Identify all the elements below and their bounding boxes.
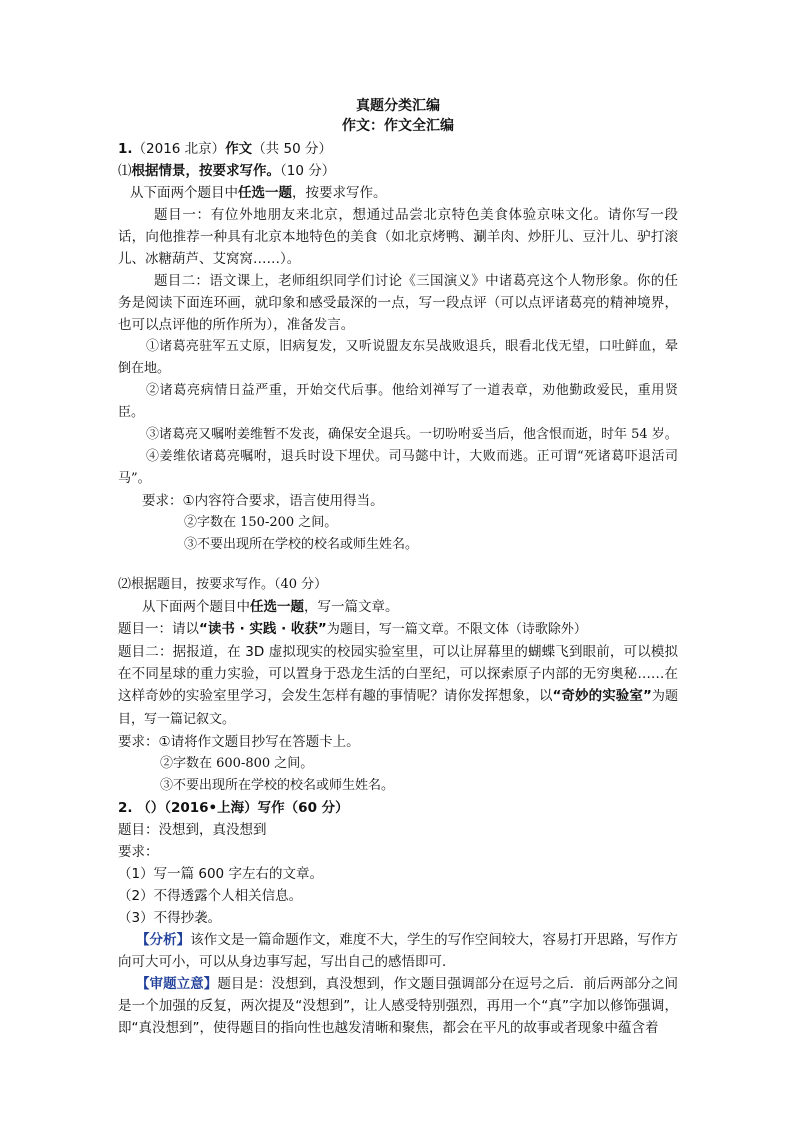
part2-topic2-c: 为题目，写一篇记叙文。 (118, 689, 679, 727)
part2-topic2-title: “奇妙的实验室” (552, 688, 652, 704)
part1-topic1: 题目一：有位外地朋友来北京，想通过品尝北京特色美食体验京味文化。请你写一段话，向他推荐一种具有北京本地特色的美食（如北京烤鸭、涮羊肉、炒肝儿、豆汁儿、驴打滚儿、冰糖葫芦、艾窝窝……）。 (118, 207, 678, 267)
q2-shenti (118, 973, 678, 1039)
requirement-label: 要求： (142, 493, 183, 509)
part1-score: （10 分） (280, 163, 336, 179)
part2-topic1-c: 为题目，写一篇文章。不限文体（诗歌除外） (326, 622, 587, 637)
comic-panel-4: ④姜维依诸葛亮嘱咐，退兵时设下埋伏。司马懿中计，大败而逃。正可谓“死诸葛吓退活司马”。 (118, 449, 678, 486)
shenti-tag: 【审题立意】 (136, 976, 218, 992)
part1-requirement-1 (118, 490, 678, 512)
shenti-text: 题目是：没想到，真没想到，作文题目强调部分在逗号之后．前后两部分之间是一个加强的反复，两次提及“没想到”，让人感受特别强烈，再用一个“真”字加以修饰强调，即“真没想到”，使得题目的指向性也越发清晰和聚焦，都会在平凡的故事或者现象中蕴含着 (118, 976, 679, 1036)
q2-requirement-2: （2）不得透露个人相关信息。 (118, 888, 303, 904)
part2-topic2 (118, 641, 678, 731)
comic-panel-2: ②诸葛亮病情日益严重，开始交代后事。他给刘禅写了一道表章，劝他勤政爱民，重用贤臣。 (118, 383, 678, 420)
part1-intro-c: ，按要求写作。 (292, 185, 387, 201)
document-body (118, 96, 678, 1039)
analysis-text: 该作文是一篇命题作文，难度不大，学生的写作空间较大，容易打开思路，写作方向可大可小，可以从身边事写起，写出自己的感悟即可． (118, 932, 679, 970)
part1-intro-bold: 任选一题 (238, 185, 292, 201)
doc-title: 真题分类汇编 (356, 98, 440, 114)
part2-topic1 (118, 618, 678, 641)
part1-intro-a: 从下面两个题目中 (130, 185, 238, 201)
comic-panel-1: ①诸葛亮驻军五丈原，旧病复发，又听说盟友东吴战败退兵，眼看北伐无望，口吐鲜血，晕倒在地。 (118, 339, 678, 376)
comic-panel-3: ③诸葛亮又嘱咐姜维暂不发丧，确保安全退兵。一切吩咐妥当后，他含恨而逝，时年 54 岁。 (146, 427, 678, 442)
doc-subtitle: 作文：作文全汇编 (342, 118, 454, 134)
q2-topic: 题目：没想到，真没想到 (118, 822, 267, 838)
part2-intro-a: 从下面两个题目中 (142, 599, 250, 615)
q2-heading: 2. （）（2016•上海）写作（60 分） (118, 800, 349, 816)
part2-requirement-3: ③不要出现所在学校的校名或师生姓名。 (160, 778, 395, 793)
part1-number: ⑴ (118, 163, 132, 179)
part2-intro-c: ，写一篇文章。 (304, 599, 399, 615)
part2-topic1-title: “读书 · 实践 · 收获” (199, 621, 327, 637)
q2-requirement-label: 要求： (118, 844, 159, 860)
q1-score: （共 50 分） (252, 141, 332, 157)
part1-topic2: 题目二：语文课上，老师组织同学们讨论《三国演义》中诸葛亮这个人物形象。你的任务是阅读下面连环画，就印象和感受最深的一点，写一段点评（可以点评诸葛亮的精神境界，也可以点评他的所作所为），准备发言。 (118, 273, 678, 333)
q1-part1-heading (118, 160, 678, 182)
part1-requirement-2: ②字数在 150-200 之间。 (184, 515, 338, 530)
q1-source: （2016 北京） (132, 141, 226, 157)
q2-requirement-3: （3）不得抄袭。 (118, 910, 222, 926)
q1-number: 1. (118, 141, 133, 157)
section-gap (118, 556, 678, 574)
part2-requirement-2: ②字数在 600-800 之间。 (160, 756, 314, 771)
part1-intro (118, 182, 678, 204)
part2-topic1-a: 题目一：请以 (118, 621, 199, 637)
part2-intro-bold: 任选一题 (250, 599, 304, 615)
part2-intro (118, 596, 678, 618)
q1-heading-bold: 作文 (225, 141, 253, 157)
q2-requirement-1: （1）写一篇 600 字左右的文章。 (118, 866, 323, 882)
analysis-tag: 【分析】 (136, 932, 191, 948)
part2-requirement-1: 要求：①请将作文题目抄写在答题卡上。 (118, 734, 360, 750)
q1-heading (118, 138, 678, 160)
requirement-1-text: ①内容符合要求，语言使用得当。 (182, 493, 384, 509)
part2-topic2-a: 题目二：据报道，在 3D 虚拟现实的校园实验室里，可以让屏幕里的蝴蝶飞到眼前，可以模拟在不同星球的重力实验，可以置身于恐龙生活的白垩纪，可以探索原子内部的无穷奥秘……在这样奇妙的实验室里学习，会发生怎样有趣的事情呢？请你发挥想象，以 (118, 644, 678, 704)
part1-requirement-3: ③不要出现所在学校的校名或师生姓名。 (184, 537, 419, 552)
part1-heading-bold: 根据情景，按要求写作。 (131, 163, 280, 179)
q2-analysis (118, 929, 678, 973)
q1-part2-heading: ⑵根据题目，按要求写作。（40 分） (118, 577, 328, 592)
